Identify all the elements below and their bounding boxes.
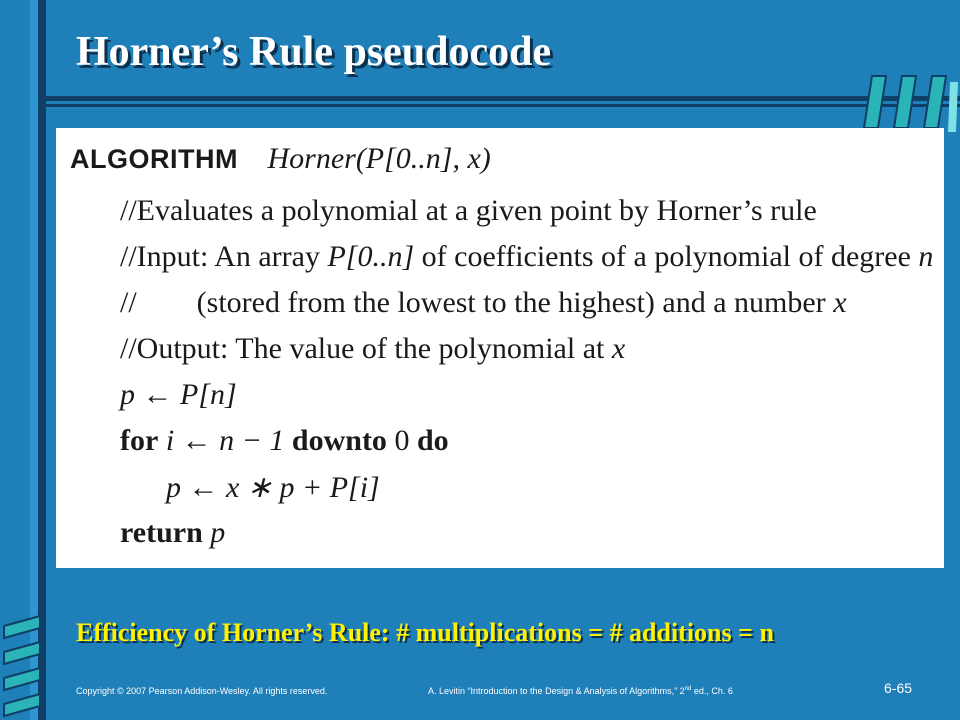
decorative-stripes-top-right	[858, 72, 960, 132]
comment3-text: (stored from the lowest to the highest) and a number	[196, 286, 834, 319]
comment-line-3	[120, 286, 847, 320]
comment4-x: x	[611, 332, 626, 365]
page-number: 6-65	[884, 680, 913, 696]
book-citation	[428, 686, 733, 696]
comment3-x: x	[833, 286, 847, 319]
return-keyword: return	[120, 516, 203, 549]
return-variable: p	[202, 516, 226, 549]
comment2-array: P[0..n]	[327, 240, 415, 273]
for-keyword: for	[120, 424, 159, 457]
return-statement	[120, 516, 225, 550]
downto-keyword: downto	[291, 424, 387, 457]
for-lower-bound: 0	[386, 424, 417, 457]
algorithm-keyword: ALGORITHM	[70, 144, 238, 174]
citation-edition: ed., Ch. 6	[691, 686, 733, 696]
title-rule	[38, 96, 960, 101]
comment4-text: //Output: The value of the polynomial at	[120, 332, 612, 365]
slide-title: Horner’s Rule pseudocode	[76, 29, 552, 75]
comment2-prefix: //Input: An array	[120, 240, 328, 273]
comment2-middle: of coefficients of a polynomial of degree	[414, 240, 919, 273]
do-keyword: do	[416, 424, 449, 457]
comment2-degree: n	[918, 240, 934, 273]
pseudocode-panel	[56, 128, 944, 568]
comment-line-4	[120, 332, 625, 366]
citation-main: A. Levitin “Introduction to the Design & Analysis of Algorithms,” 2	[428, 686, 685, 696]
copyright-notice: Copyright © 2007 Pearson Addison-Wesley. All rights reserved.	[76, 686, 328, 696]
for-variable: i ← n − 1	[158, 424, 292, 457]
for-loop-header	[120, 424, 449, 458]
citation-superscript: nd	[684, 686, 692, 692]
loop-body: p ← x ∗ p + P[i]	[166, 471, 380, 504]
decorative-stripes-bottom-left	[0, 612, 70, 720]
init-statement: p ← P[n]	[120, 378, 237, 411]
efficiency-statement: Efficiency of Horner’s Rule: # multiplications = # additions = n	[76, 618, 774, 647]
comment-line-1: //Evaluates a polynomial at a given point by Horner’s rule	[120, 194, 817, 227]
comment3-prefix: //	[120, 286, 137, 319]
comment-line-2	[120, 240, 933, 274]
title-rule-secondary	[38, 104, 960, 107]
algorithm-header	[70, 142, 491, 176]
algorithm-signature: Horner(P[0..n], x)	[267, 142, 491, 175]
